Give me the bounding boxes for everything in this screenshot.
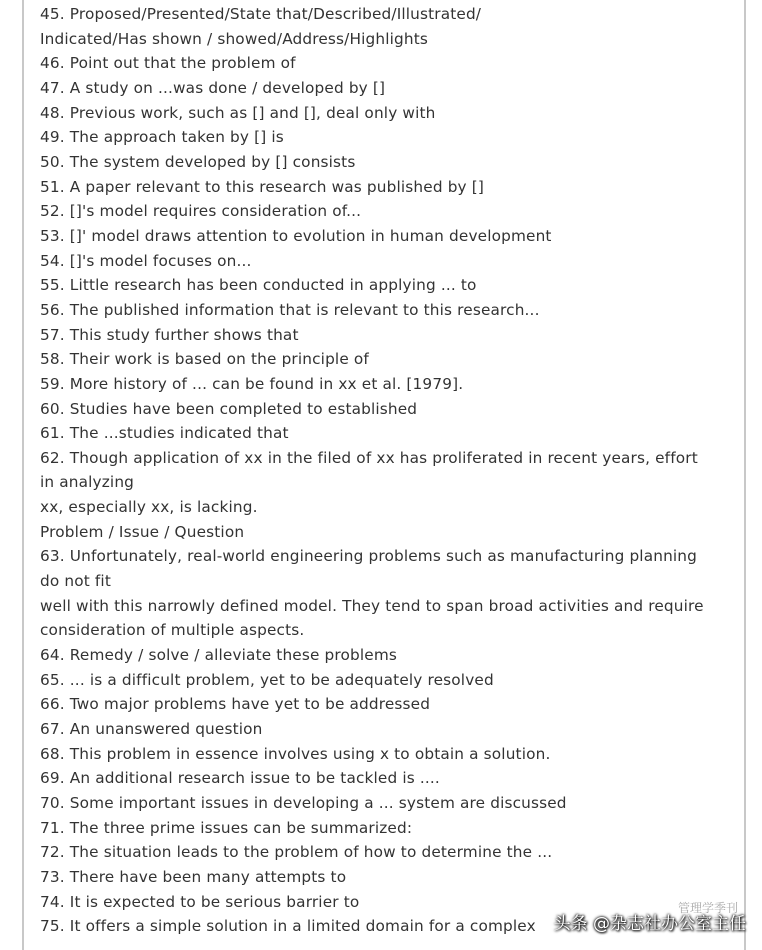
text-line: 70. Some important issues in developing a ... system are discussed (40, 794, 567, 812)
text-line: 51. A paper relevant to this research was published by [] (40, 177, 485, 196)
text-line: well with this narrowly defined model. They tend to span broad activities and require (40, 596, 704, 615)
text-line: Indicated/Has shown / showed/Address/Highlights (40, 29, 429, 48)
text-line: 66. Two major problems have yet to be addressed (40, 695, 431, 714)
text-line: 52. []'s model requires consideration of... (40, 202, 362, 221)
text-line: 48. Previous work, such as [] and [], deal only with (40, 103, 436, 122)
text-line: 53. []' model draws attention to evolution in human development (40, 226, 552, 245)
text-line: 64. Remedy / solve / alleviate these problems (40, 646, 398, 665)
text-line: 75. It offers a simple solution in a limited domain for a complex (40, 917, 536, 936)
watermark-faint-text: 管理学季刊 (677, 901, 738, 915)
text-line: 58. Their work is based on the principle of (40, 350, 369, 369)
text-line: 68. This problem in essence involves using x to obtain a solution. (40, 744, 551, 763)
watermark-text: 头条 @杂志社办公室主任 (553, 914, 746, 934)
text-line: 54. []'s model focuses on... (40, 251, 252, 270)
text-line: 49. The approach taken by [] is (40, 128, 284, 147)
text-line: 61. The ...studies indicated that (40, 424, 289, 443)
text-line: 55. Little research has been conducted in applying ... to (40, 276, 477, 295)
text-line: 59. More history of ... can be found in xx et al. [1979]. (40, 374, 464, 393)
text-line: 65. ... is a difficult problem, yet to be adequately resolved (40, 670, 494, 689)
text-line: 57. This study further shows that (40, 325, 299, 344)
text-line: 60. Studies have been completed to established (40, 399, 418, 418)
section-heading: Problem / Issue / Question (40, 522, 245, 541)
text-line: xx, especially xx, is lacking. (40, 498, 258, 517)
text-line: 67. An unanswered question (40, 720, 263, 739)
text-line: in analyzing (40, 473, 135, 492)
article-text (40, 2, 730, 939)
text-line: 47. A study on ...was done / developed by [] (40, 78, 386, 97)
text-line: 71. The three prime issues can be summarized: (40, 818, 413, 837)
text-line: do not fit (40, 572, 111, 591)
text-line: 45. Proposed/Presented/State that/Described/Illustrated/ (40, 5, 482, 23)
watermark (554, 909, 746, 934)
text-line: consideration of multiple aspects. (40, 621, 305, 640)
text-line: 73. There have been many attempts to (40, 867, 347, 886)
text-line: 50. The system developed by [] consists (40, 152, 356, 171)
text-line: 62. Though application of xx in the filed of xx has proliferated in recent years, effort (40, 448, 698, 467)
text-line: 74. It is expected to be serious barrier to (40, 892, 360, 911)
text-line: 46. Point out that the problem of (40, 54, 296, 73)
text-line: 69. An additional research issue to be tackled is .... (40, 769, 440, 788)
text-line: 63. Unfortunately, real-world engineering problems such as manufacturing planning (40, 547, 698, 566)
text-line: 56. The published information that is relevant to this research... (40, 300, 540, 319)
text-line: 72. The situation leads to the problem of how to determine the ... (40, 843, 553, 862)
